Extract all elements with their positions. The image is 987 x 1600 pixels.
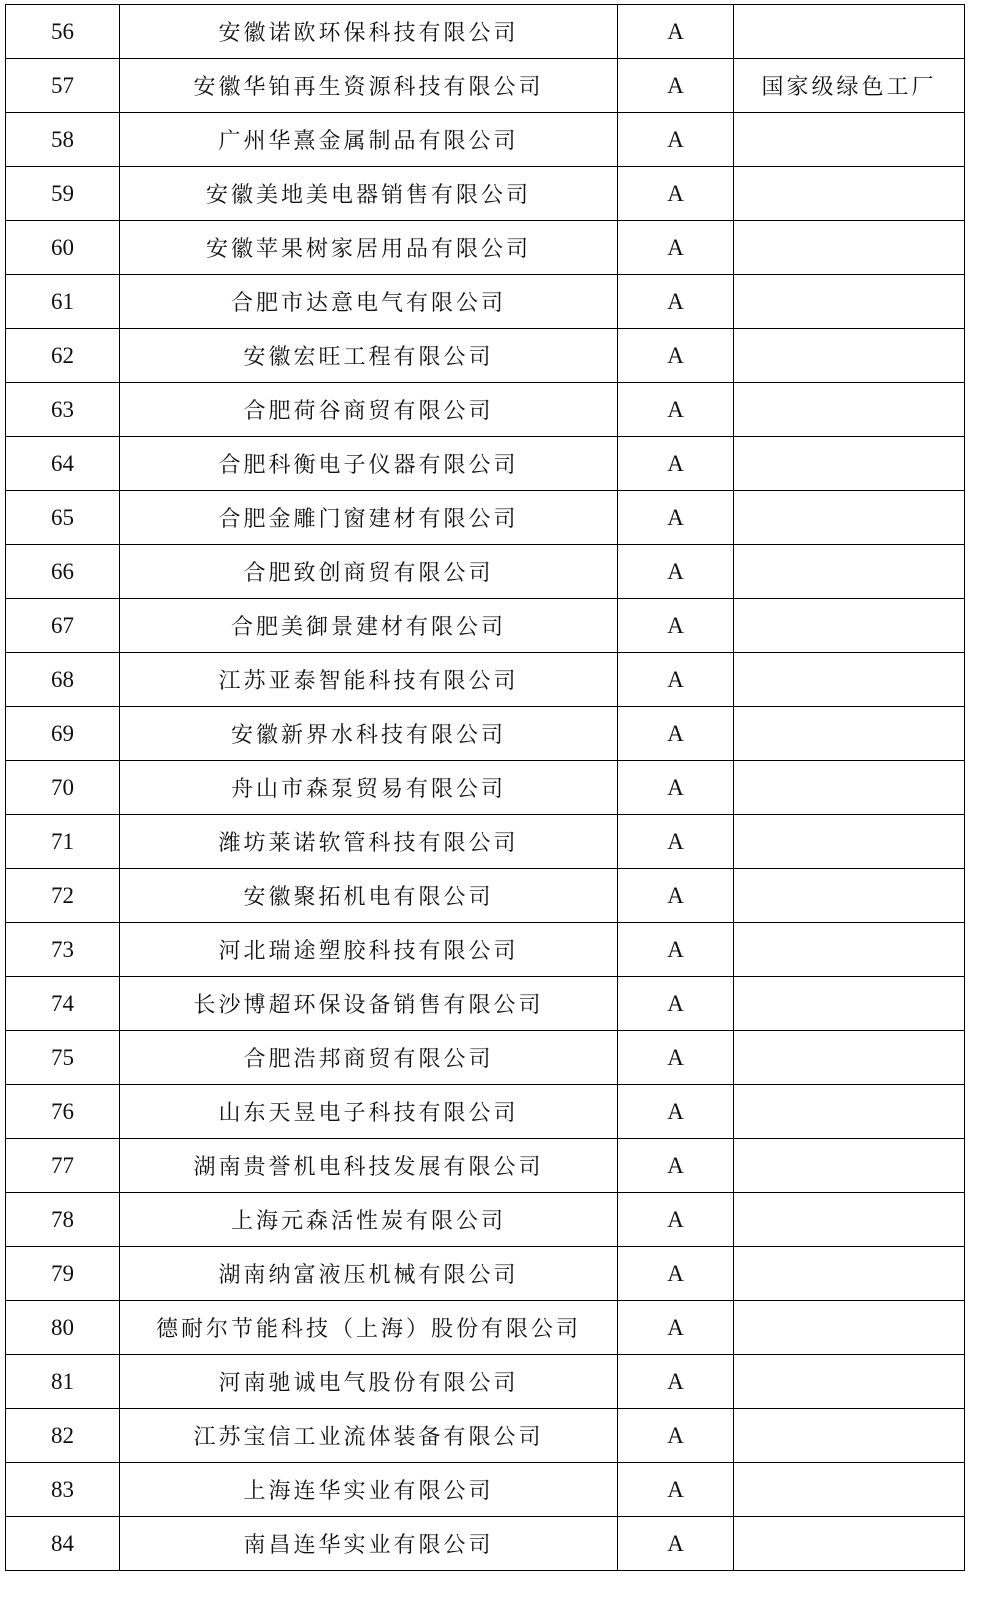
remark (734, 1085, 965, 1139)
company-name: 广州华熹金属制品有限公司 (120, 113, 618, 167)
company-name: 上海连华实业有限公司 (120, 1463, 618, 1517)
table-row (6, 167, 965, 221)
table-row (6, 59, 965, 113)
credit-grade: A (618, 1193, 734, 1247)
company-name: 潍坊莱诺软管科技有限公司 (120, 815, 618, 869)
credit-grade: A (618, 1355, 734, 1409)
company-rating-table (5, 4, 965, 1571)
company-name: 河北瑞途塑胶科技有限公司 (120, 923, 618, 977)
row-number: 56 (6, 5, 120, 59)
remark (734, 1031, 965, 1085)
company-name: 长沙博超环保设备销售有限公司 (120, 977, 618, 1031)
credit-grade: A (618, 221, 734, 275)
remark (734, 491, 965, 545)
company-name: 江苏宝信工业流体装备有限公司 (120, 1409, 618, 1463)
credit-grade: A (618, 329, 734, 383)
table-row (6, 1139, 965, 1193)
remark (734, 1139, 965, 1193)
credit-grade: A (618, 599, 734, 653)
row-number: 60 (6, 221, 120, 275)
company-name: 安徽聚拓机电有限公司 (120, 869, 618, 923)
company-name: 德耐尔节能科技（上海）股份有限公司 (120, 1301, 618, 1355)
row-number: 69 (6, 707, 120, 761)
table-row (6, 1409, 965, 1463)
company-name: 湖南贵誉机电科技发展有限公司 (120, 1139, 618, 1193)
table-row (6, 599, 965, 653)
row-number: 83 (6, 1463, 120, 1517)
row-number: 80 (6, 1301, 120, 1355)
remark (734, 1193, 965, 1247)
remark (734, 113, 965, 167)
company-name: 山东天昱电子科技有限公司 (120, 1085, 618, 1139)
company-name: 江苏亚泰智能科技有限公司 (120, 653, 618, 707)
remark (734, 545, 965, 599)
company-name: 安徽美地美电器销售有限公司 (120, 167, 618, 221)
table-row (6, 221, 965, 275)
credit-grade: A (618, 1031, 734, 1085)
row-number: 61 (6, 275, 120, 329)
credit-grade: A (618, 437, 734, 491)
table-row (6, 761, 965, 815)
company-name: 安徽宏旺工程有限公司 (120, 329, 618, 383)
table-row (6, 653, 965, 707)
row-number: 57 (6, 59, 120, 113)
credit-grade: A (618, 113, 734, 167)
credit-grade: A (618, 1409, 734, 1463)
row-number: 67 (6, 599, 120, 653)
company-name: 合肥荷谷商贸有限公司 (120, 383, 618, 437)
row-number: 63 (6, 383, 120, 437)
credit-grade: A (618, 923, 734, 977)
table-row (6, 1193, 965, 1247)
remark (734, 437, 965, 491)
remark (734, 1247, 965, 1301)
remark (734, 275, 965, 329)
credit-grade: A (618, 707, 734, 761)
remark (734, 383, 965, 437)
credit-grade: A (618, 545, 734, 599)
row-number: 77 (6, 1139, 120, 1193)
row-number: 81 (6, 1355, 120, 1409)
table-body (6, 5, 965, 1571)
table-row (6, 1085, 965, 1139)
remark (734, 761, 965, 815)
table-row (6, 437, 965, 491)
credit-grade: A (618, 167, 734, 221)
company-name: 舟山市森泵贸易有限公司 (120, 761, 618, 815)
company-name: 合肥浩邦商贸有限公司 (120, 1031, 618, 1085)
company-name: 合肥科衡电子仪器有限公司 (120, 437, 618, 491)
company-name: 湖南纳富液压机械有限公司 (120, 1247, 618, 1301)
remark: 国家级绿色工厂 (734, 59, 965, 113)
credit-grade: A (618, 761, 734, 815)
credit-grade: A (618, 1517, 734, 1571)
credit-grade: A (618, 869, 734, 923)
company-name: 合肥致创商贸有限公司 (120, 545, 618, 599)
credit-grade: A (618, 1247, 734, 1301)
row-number: 75 (6, 1031, 120, 1085)
credit-grade: A (618, 59, 734, 113)
row-number: 71 (6, 815, 120, 869)
remark (734, 221, 965, 275)
row-number: 62 (6, 329, 120, 383)
credit-grade: A (618, 275, 734, 329)
row-number: 73 (6, 923, 120, 977)
company-name: 合肥美御景建材有限公司 (120, 599, 618, 653)
table-row (6, 491, 965, 545)
company-name: 安徽诺欧环保科技有限公司 (120, 5, 618, 59)
credit-grade: A (618, 815, 734, 869)
row-number: 74 (6, 977, 120, 1031)
credit-grade: A (618, 1463, 734, 1517)
row-number: 72 (6, 869, 120, 923)
company-name: 安徽新界水科技有限公司 (120, 707, 618, 761)
credit-grade: A (618, 1139, 734, 1193)
row-number: 64 (6, 437, 120, 491)
table-row (6, 869, 965, 923)
company-name: 上海元森活性炭有限公司 (120, 1193, 618, 1247)
table-row (6, 815, 965, 869)
table-row (6, 275, 965, 329)
row-number: 66 (6, 545, 120, 599)
remark (734, 167, 965, 221)
row-number: 68 (6, 653, 120, 707)
table-row (6, 5, 965, 59)
remark (734, 1301, 965, 1355)
remark (734, 1409, 965, 1463)
remark (734, 923, 965, 977)
row-number: 58 (6, 113, 120, 167)
credit-grade: A (618, 383, 734, 437)
credit-grade: A (618, 491, 734, 545)
remark (734, 1355, 965, 1409)
credit-grade: A (618, 977, 734, 1031)
row-number: 59 (6, 167, 120, 221)
remark (734, 329, 965, 383)
table-row (6, 1247, 965, 1301)
remark (734, 1463, 965, 1517)
table-row (6, 1031, 965, 1085)
credit-grade: A (618, 653, 734, 707)
credit-grade: A (618, 1085, 734, 1139)
remark (734, 815, 965, 869)
table-row (6, 1463, 965, 1517)
remark (734, 5, 965, 59)
credit-grade: A (618, 1301, 734, 1355)
company-name: 南昌连华实业有限公司 (120, 1517, 618, 1571)
remark (734, 707, 965, 761)
table-row (6, 707, 965, 761)
remark (734, 653, 965, 707)
company-name: 安徽苹果树家居用品有限公司 (120, 221, 618, 275)
remark (734, 869, 965, 923)
remark (734, 1517, 965, 1571)
row-number: 76 (6, 1085, 120, 1139)
remark (734, 599, 965, 653)
row-number: 78 (6, 1193, 120, 1247)
table-row (6, 329, 965, 383)
row-number: 82 (6, 1409, 120, 1463)
credit-grade: A (618, 5, 734, 59)
company-name: 安徽华铂再生资源科技有限公司 (120, 59, 618, 113)
table-row (6, 923, 965, 977)
table-row (6, 545, 965, 599)
company-name: 河南驰诚电气股份有限公司 (120, 1355, 618, 1409)
table-row (6, 1301, 965, 1355)
row-number: 84 (6, 1517, 120, 1571)
company-name: 合肥市达意电气有限公司 (120, 275, 618, 329)
row-number: 65 (6, 491, 120, 545)
row-number: 79 (6, 1247, 120, 1301)
table-row (6, 1355, 965, 1409)
table-row (6, 113, 965, 167)
table-row (6, 1517, 965, 1571)
remark (734, 977, 965, 1031)
table-row (6, 977, 965, 1031)
company-name: 合肥金雕门窗建材有限公司 (120, 491, 618, 545)
table-row (6, 383, 965, 437)
row-number: 70 (6, 761, 120, 815)
